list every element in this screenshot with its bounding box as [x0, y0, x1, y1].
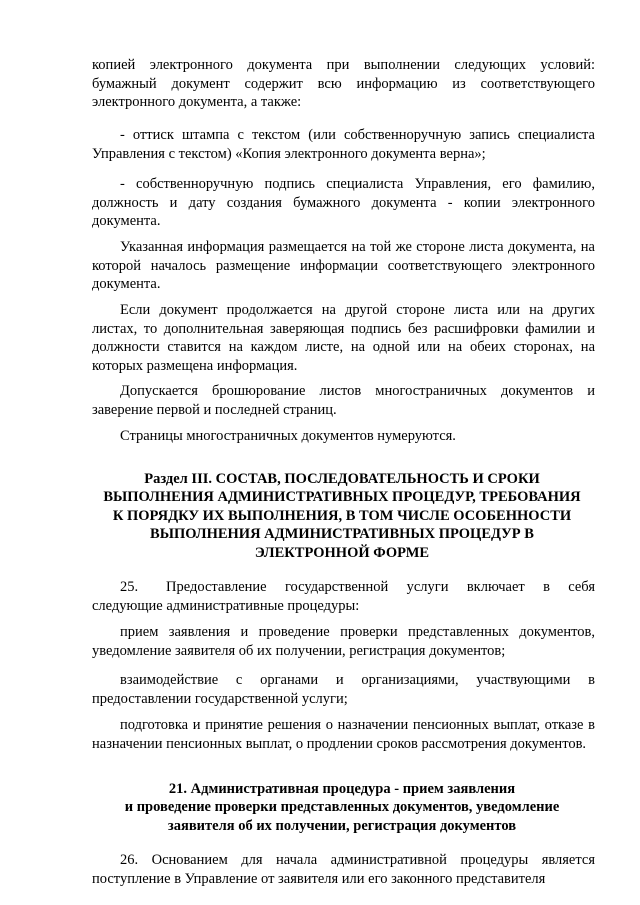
paragraph-copy-conditions: копией электронного документа при выполнении следующих условий: бумажный документ содержит всю информацию из соответствующего электронного документа, а также: — [92, 57, 595, 110]
subsection-heading-line: заявителя об их получении, регистрация документов — [167, 817, 517, 834]
paragraph-info-placement: Указанная информация размещается на той же стороне листа документа, на которой началось размещение информации соответствующего электронного документа. — [92, 239, 595, 292]
subsection-heading-line: 21. Административная процедура - прием заявления — [168, 781, 516, 797]
paragraph-multi-sheet: Если документ продолжается на другой стороне листа или на других листах, то дополнительная заверяющая подпись без расшифровки фамилии и должности ставится на каждом листе, на одной или на обеих сторонах, на которых размещена информация. — [92, 302, 595, 374]
paragraph-signature: - собственноручную подпись специалиста Управления, его фамилию, должность и дату создания бумажного документа - копии электронного документа. — [92, 176, 595, 229]
section-heading-line: ЭЛЕКТРОННОЙ ФОРМЕ — [254, 544, 430, 561]
paragraph-numbering: Страницы многостраничных документов нумеруются. — [120, 428, 456, 444]
paragraph-stamp-imprint: - оттиск штампа с текстом (или собственноручную запись специалиста Управления с текстом) «Копия электронного документа верна»; — [92, 127, 595, 162]
section-heading-line: К ПОРЯДКУ ИХ ВЫПОЛНЕНИЯ, В ТОМ ЧИСЛЕ ОСОБЕННОСТИ — [112, 507, 572, 524]
subsection-heading — [82, 780, 602, 835]
clause-25 — [92, 578, 595, 615]
procedure-item: подготовка и принятие решения о назначении пенсионных выплат, отказе в назначении пенсионных выплат, о продлении сроков рассмотрения документов. — [92, 717, 595, 752]
procedure-item: взаимодействие с органами и организациями, участвующими в предоставлении государственной услуги; — [92, 672, 595, 707]
subsection-heading-line: и проведение проверки представленных документов, уведомление — [124, 799, 560, 816]
section-heading-line: ВЫПОЛНЕНИЯ АДМИНИСТРАТИВНЫХ ПРОЦЕДУР В — [150, 526, 534, 543]
paragraph-binding: Допускается брошюрование листов многостраничных документов и заверение первой и последней страниц. — [92, 383, 595, 418]
section-heading-line: Раздел III. СОСТАВ, ПОСЛЕДОВАТЕЛЬНОСТЬ И СРОКИ — [144, 471, 540, 487]
clause-25-number: 25. — [120, 579, 139, 595]
section-heading — [82, 470, 602, 562]
clause-25-text: Предоставление государственной услуги включает в себя следующие административные процедуры: — [92, 579, 595, 614]
section-heading-line: ВЫПОЛНЕНИЯ АДМИНИСТРАТИВНЫХ ПРОЦЕДУР, ТРЕБОВАНИЯ — [103, 489, 581, 506]
clause-26: 26. Основанием для начала административной процедуры является поступление в Управление от заявителя или его законного представителя — [92, 852, 595, 887]
procedure-item: прием заявления и проведение проверки представленных документов, уведомление заявителя об их получении, регистрация документов; — [92, 624, 595, 659]
